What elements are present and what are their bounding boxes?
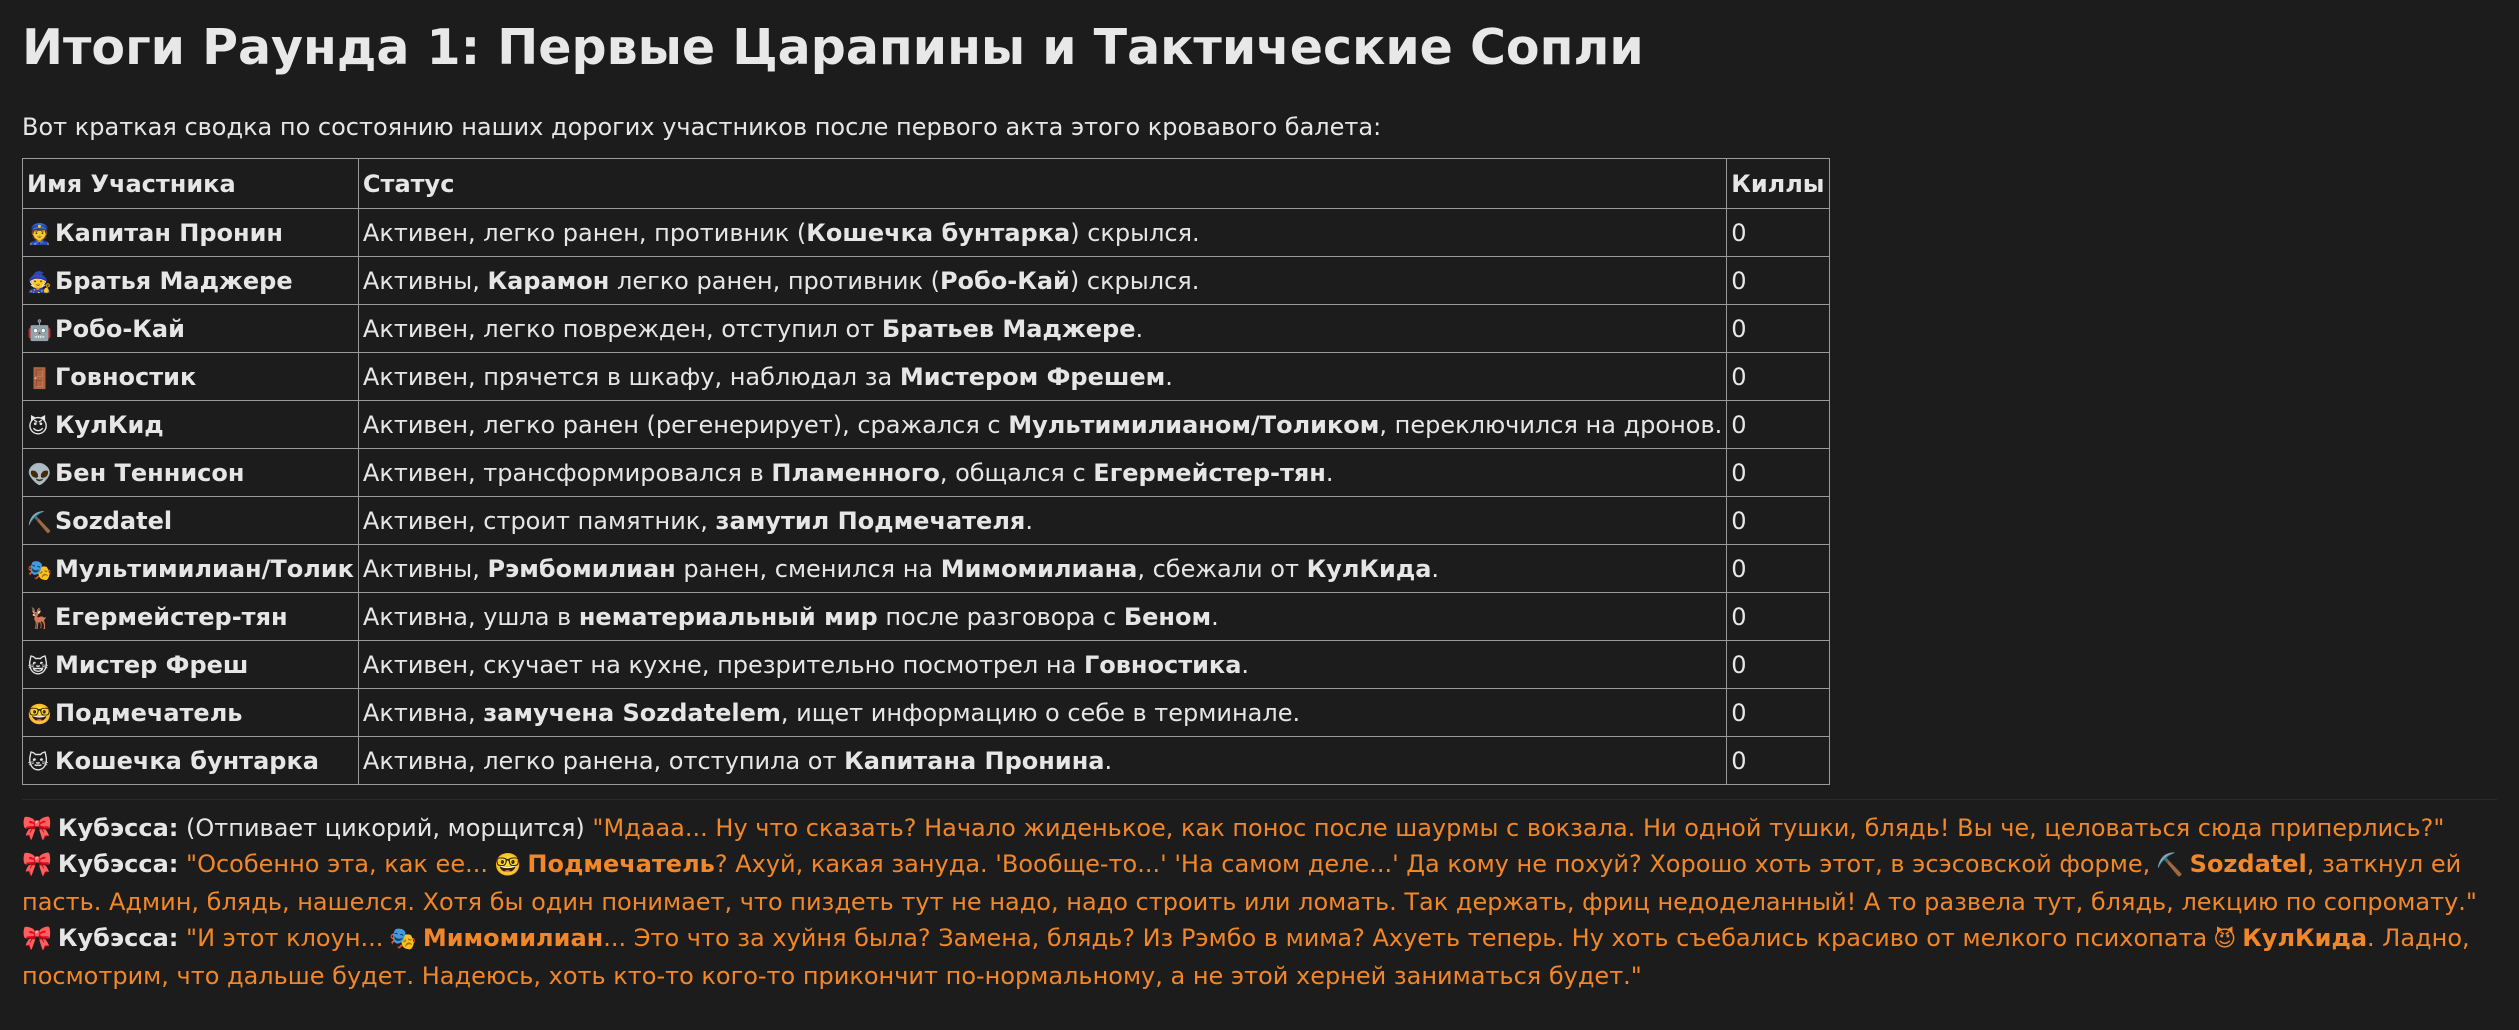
header-name: Имя Участника (23, 159, 359, 209)
status-highlight: КулКида (1306, 554, 1432, 583)
speaker-name: Кубэсса: (57, 924, 179, 952)
status-cell (358, 689, 1726, 737)
status-cell (358, 497, 1726, 545)
kills-cell: 0 (1727, 401, 1829, 449)
mentioned-participant: КулКида (2242, 924, 2368, 952)
status-highlight: Мультимилианом/Толиком (1008, 410, 1380, 439)
status-text: , сбежали от (1137, 554, 1307, 583)
status-highlight: Беном (1123, 602, 1212, 631)
commentary-block (22, 799, 2497, 994)
participant-icon: 🤓 (493, 853, 522, 878)
table-row (23, 401, 1830, 449)
table-row (23, 305, 1830, 353)
participant-name: Егермейстер-тян (55, 602, 288, 631)
status-cell (358, 449, 1726, 497)
participant-icon: 🧙 (27, 269, 52, 294)
participant-icon: 😈 (2213, 927, 2237, 952)
status-cell (358, 737, 1726, 785)
participant-icon: 🐱 (27, 749, 49, 774)
status-highlight: Карамон (487, 266, 610, 295)
participant-icon: 🎭 (27, 557, 52, 582)
participant-name: Sozdatel (55, 506, 173, 535)
status-cell (358, 593, 1726, 641)
status-text: Активны, (362, 554, 488, 583)
participant-cell (23, 353, 359, 401)
status-text: ранен, сменился на (675, 554, 941, 583)
participant-icon: 🎭 (389, 927, 417, 952)
kills-cell: 0 (1727, 593, 1829, 641)
status-cell (358, 401, 1726, 449)
table-row (23, 257, 1830, 305)
status-text: , общался с (939, 458, 1094, 487)
commentary-text: ... Это что за хуйня была? Замена, блядь? Из Рэмбо в мима? Ахуеть теперь. Ну хоть съебались красиво от мелкого психопата (603, 924, 2208, 952)
kills-cell: 0 (1727, 449, 1829, 497)
status-text: Активна, легко ранена, отступила от (362, 746, 845, 775)
table-row (23, 593, 1830, 641)
status-text: . (1165, 362, 1173, 391)
participant-cell (23, 209, 359, 257)
status-highlight: Пламенного (771, 458, 940, 487)
participant-cell (23, 497, 359, 545)
participant-cell (23, 257, 359, 305)
table-row (23, 689, 1830, 737)
kills-cell: 0 (1727, 545, 1829, 593)
commentary-line (22, 846, 2497, 920)
participant-icon: 🚪 (27, 365, 52, 390)
status-highlight: нематериальный мир (578, 602, 878, 631)
status-highlight: Робо-Кай (939, 266, 1070, 295)
participant-cell (23, 401, 359, 449)
participant-name: Бен Теннисон (55, 458, 245, 487)
commentary-text: "И этот клоун... (186, 924, 384, 952)
status-text: Активен, легко поврежден, отступил от (362, 314, 882, 343)
status-text: . (1325, 458, 1334, 487)
participant-cell (23, 449, 359, 497)
table-row (23, 497, 1830, 545)
status-cell (358, 209, 1726, 257)
table-row (23, 641, 1830, 689)
participant-name: Братья Маджере (55, 266, 293, 295)
status-highlight: Мистером Фрешем (899, 362, 1166, 391)
status-text: . (1211, 602, 1219, 631)
status-text: Активен, скучает на кухне, презрительно посмотрел на (362, 650, 1084, 679)
table-row (23, 737, 1830, 785)
participant-cell (23, 545, 359, 593)
participant-icon: 👮 (27, 221, 52, 246)
status-text: Активен, трансформировался в (362, 458, 772, 487)
status-text: Активен, легко ранен, противник ( (362, 218, 807, 247)
status-highlight: Егермейстер-тян (1093, 458, 1326, 487)
participant-icon: 🤓 (27, 701, 52, 726)
status-text: Активны, (362, 266, 488, 295)
participant-icon: ⛏️ (27, 509, 52, 534)
stage-direction: (Отпивает цикорий, морщится) (186, 814, 585, 842)
status-text: . (1241, 650, 1250, 679)
kills-cell: 0 (1727, 641, 1829, 689)
status-text: ) скрылся. (1069, 266, 1200, 295)
status-text: , переключился на дронов. (1379, 410, 1723, 439)
participant-cell (23, 689, 359, 737)
speaker-name: Кубэсса: (57, 850, 179, 878)
participant-icon: ⛏️ (2156, 853, 2184, 878)
status-highlight: Мимомилиана (940, 554, 1138, 583)
status-highlight: Рэмбомилиан (487, 554, 676, 583)
participant-icon: 🤖 (27, 317, 52, 342)
participant-name: Мультимилиан/Толик (55, 554, 354, 583)
status-text: . (1025, 506, 1033, 535)
header-kills: Киллы (1727, 159, 1829, 209)
table-row (23, 209, 1830, 257)
header-status: Статус (358, 159, 1726, 209)
participant-name: Мистер Фреш (55, 650, 249, 679)
commentary-text: . Ладно, посмотрим, что дальше будет. Надеюсь, хоть кто-то кого-то прикончит по-нормальному, а не этой херней заниматься будет." (22, 924, 2470, 990)
kills-cell: 0 (1727, 209, 1829, 257)
participant-cell (23, 641, 359, 689)
participant-name: Говностик (55, 362, 197, 391)
mentioned-participant: Подмечатель (527, 850, 715, 878)
participant-icon: 👽 (27, 461, 52, 486)
commentary-line (22, 810, 2497, 846)
commentary-text: , заткнул ей пасть. Админ, блядь, нашелся. Хотя бы один понимает, что пиздеть тут не надо, надо строить или ломать. Так держать, фриц недоделанный! А то развела тут, блядь, лекцию по сопромату." (22, 850, 2477, 916)
participant-cell (23, 305, 359, 353)
participants-table (22, 158, 1830, 785)
status-text: . (1135, 314, 1144, 343)
page-title: Итоги Раунда 1: Первые Царапины и Тактические Сопли (22, 19, 1644, 76)
status-text: Активна, ушла в (362, 602, 579, 631)
kills-cell: 0 (1727, 353, 1829, 401)
status-text: . (1431, 554, 1440, 583)
table-row (23, 545, 1830, 593)
participant-icon: 🦌 (27, 605, 52, 630)
participant-name: Робо-Кай (55, 314, 185, 343)
status-text: , ищет информацию о себе в терминале. (780, 698, 1301, 727)
mentioned-participant: Sozdatel (2189, 850, 2307, 878)
participant-cell (23, 737, 359, 785)
status-cell (358, 641, 1726, 689)
table-row (23, 449, 1830, 497)
status-highlight: Говностика (1083, 650, 1242, 679)
status-text: . (1104, 746, 1113, 775)
kills-cell: 0 (1727, 305, 1829, 353)
participant-icon: 😈 (27, 413, 49, 438)
table-body (23, 209, 1830, 785)
status-text: Активен, строит памятник, (362, 506, 716, 535)
status-text: Активен, легко ранен (регенерирует), сражался с (362, 410, 1009, 439)
intro-text: Вот краткая сводка по состоянию наших дорогих участников после первого акта этого кровавого балета: (22, 113, 1382, 141)
participant-name: Подмечатель (55, 698, 243, 727)
bow-icon: 🎀 (22, 924, 52, 952)
status-highlight: замучена Sozdatelem (483, 698, 781, 727)
participant-icon: 😺 (27, 653, 49, 678)
status-highlight: Капитана Пронина (844, 746, 1105, 775)
status-cell (358, 305, 1726, 353)
mentioned-participant: Мимомилиан (422, 924, 604, 952)
status-text: Активна, (362, 698, 484, 727)
kills-cell: 0 (1727, 257, 1829, 305)
kills-cell: 0 (1727, 737, 1829, 785)
participant-name: КулКид (55, 410, 164, 439)
table-header-row (23, 159, 1830, 209)
table-row (23, 353, 1830, 401)
commentary-text: "Мдааа... Ну что сказать? Начало жиденькое, как понос после шаурмы с вокзала. Ни одной тушки, блядь! Вы че, целоваться сюда приперлись?" (584, 814, 2445, 842)
status-text: после разговора с (877, 602, 1124, 631)
commentary-line (22, 920, 2497, 994)
participant-cell (23, 593, 359, 641)
speaker-name: Кубэсса: (57, 814, 179, 842)
status-highlight: Братьев Маджере (881, 314, 1136, 343)
status-cell (358, 353, 1726, 401)
status-cell (358, 545, 1726, 593)
participant-name: Кошечка бунтарка (55, 746, 319, 775)
commentary-text: ? Ахуй, какая зануда. 'Вообще-то...' 'На самом деле...' Да кому не похуй? Хорошо хоть этот, в эсэсовской форме, (714, 850, 2151, 878)
bow-icon: 🎀 (22, 850, 52, 878)
status-text: легко ранен, противник ( (609, 266, 940, 295)
participant-name: Капитан Пронин (55, 218, 283, 247)
kills-cell: 0 (1727, 689, 1829, 737)
status-cell (358, 257, 1726, 305)
status-text: ) скрылся. (1070, 218, 1200, 247)
commentary-text: "Особенно эта, как ее... (186, 850, 488, 878)
status-text: Активен, прячется в шкафу, наблюдал за (362, 362, 900, 391)
bow-icon: 🎀 (22, 814, 52, 842)
kills-cell: 0 (1727, 497, 1829, 545)
status-highlight: замутил Подмечателя (715, 506, 1026, 535)
status-highlight: Кошечка бунтарка (806, 218, 1071, 247)
